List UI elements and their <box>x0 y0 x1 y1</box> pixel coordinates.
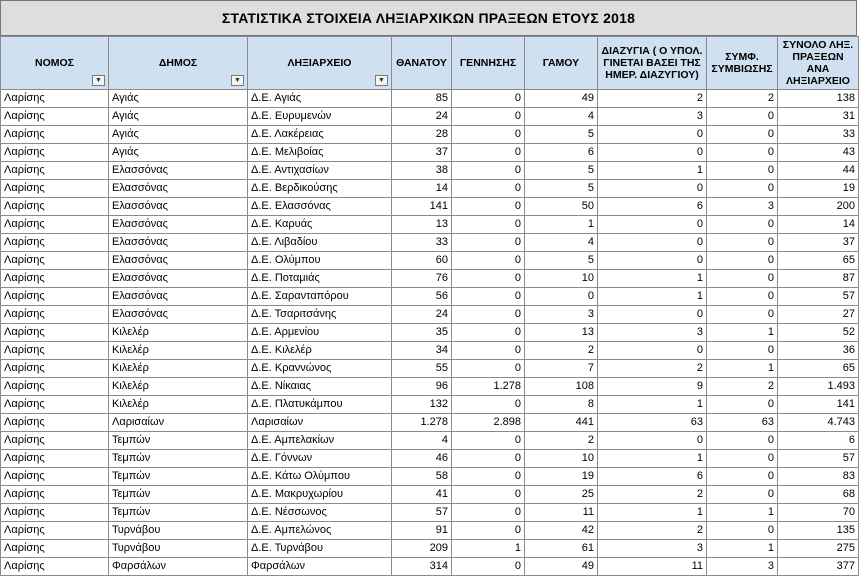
table-row[interactable] <box>1 342 859 360</box>
cell-thanatou[interactable]: 28 <box>392 126 452 144</box>
cell-nomos[interactable]: Λαρίσης <box>1 522 109 540</box>
cell-synolo[interactable]: 68 <box>778 486 859 504</box>
table-row[interactable] <box>1 252 859 270</box>
cell-symviosi[interactable]: 0 <box>707 432 778 450</box>
cell-diazygia[interactable]: 0 <box>598 180 707 198</box>
cell-diazygia[interactable]: 11 <box>598 558 707 576</box>
cell-symviosi[interactable]: 2 <box>707 378 778 396</box>
cell-thanatou[interactable]: 24 <box>392 108 452 126</box>
cell-gamou[interactable]: 6 <box>525 144 598 162</box>
cell-gamou[interactable]: 50 <box>525 198 598 216</box>
cell-symviosi[interactable]: 0 <box>707 450 778 468</box>
cell-lixiarxeio[interactable]: Δ.Ε. Νίκαιας <box>248 378 392 396</box>
cell-thanatou[interactable]: 13 <box>392 216 452 234</box>
cell-lixiarxeio[interactable]: Δ.Ε. Αντιχασίων <box>248 162 392 180</box>
cell-nomos[interactable]: Λαρίσης <box>1 252 109 270</box>
cell-thanatou[interactable]: 91 <box>392 522 452 540</box>
cell-gamou[interactable]: 5 <box>525 252 598 270</box>
cell-thanatou[interactable]: 96 <box>392 378 452 396</box>
table-row[interactable] <box>1 306 859 324</box>
header-row <box>1 37 859 90</box>
cell-symviosi[interactable]: 0 <box>707 486 778 504</box>
cell-synolo[interactable]: 44 <box>778 162 859 180</box>
cell-thanatou[interactable]: 14 <box>392 180 452 198</box>
dropdown-arrow-icon[interactable]: ▼ <box>231 75 244 86</box>
cell-genniseis[interactable]: 0 <box>452 468 525 486</box>
cell-lixiarxeio[interactable]: Λαρισαίων <box>248 414 392 432</box>
cell-synolo[interactable]: 138 <box>778 90 859 108</box>
cell-nomos[interactable]: Λαρίσης <box>1 90 109 108</box>
cell-genniseis[interactable]: 0 <box>452 252 525 270</box>
cell-symviosi[interactable]: 0 <box>707 342 778 360</box>
cell-lixiarxeio[interactable]: Δ.Ε. Νέσσωνος <box>248 504 392 522</box>
cell-gamou[interactable]: 4 <box>525 234 598 252</box>
cell-genniseis[interactable]: 1.278 <box>452 378 525 396</box>
table-row[interactable] <box>1 540 859 558</box>
cell-nomos[interactable]: Λαρίσης <box>1 432 109 450</box>
cell-dimos[interactable]: Φαρσάλων <box>109 558 248 576</box>
cell-thanatou[interactable]: 209 <box>392 540 452 558</box>
column-header-genniseis: ΓΕΝΝΗΣΗΣ <box>452 37 525 90</box>
cell-genniseis[interactable]: 0 <box>452 504 525 522</box>
cell-thanatou[interactable]: 33 <box>392 234 452 252</box>
cell-diazygia[interactable]: 0 <box>598 144 707 162</box>
cell-genniseis[interactable]: 0 <box>452 324 525 342</box>
cell-gamou[interactable]: 4 <box>525 108 598 126</box>
cell-symviosi[interactable]: 0 <box>707 306 778 324</box>
cell-thanatou[interactable]: 38 <box>392 162 452 180</box>
cell-synolo[interactable]: 37 <box>778 234 859 252</box>
cell-synolo[interactable]: 70 <box>778 504 859 522</box>
cell-symviosi[interactable]: 0 <box>707 234 778 252</box>
cell-lixiarxeio[interactable]: Δ.Ε. Καρυάς <box>248 216 392 234</box>
table-row[interactable] <box>1 468 859 486</box>
cell-lixiarxeio[interactable]: Φαρσάλων <box>248 558 392 576</box>
column-header-dimos <box>109 37 248 90</box>
cell-dimos[interactable]: Ελασσόνας <box>109 234 248 252</box>
cell-genniseis[interactable]: 0 <box>452 216 525 234</box>
cell-dimos[interactable]: Ελασσόνας <box>109 306 248 324</box>
cell-genniseis[interactable]: 0 <box>452 522 525 540</box>
cell-gamou[interactable]: 11 <box>525 504 598 522</box>
data-table <box>0 36 859 576</box>
cell-symviosi[interactable]: 0 <box>707 252 778 270</box>
table-row[interactable] <box>1 450 859 468</box>
cell-synolo[interactable]: 14 <box>778 216 859 234</box>
column-header-lixiarxeio <box>248 37 392 90</box>
cell-diazygia[interactable]: 0 <box>598 342 707 360</box>
cell-lixiarxeio[interactable]: Δ.Ε. Αμπελώνος <box>248 522 392 540</box>
cell-nomos[interactable]: Λαρίσης <box>1 558 109 576</box>
cell-gamou[interactable]: 2 <box>525 342 598 360</box>
cell-dimos[interactable]: Ελασσόνας <box>109 270 248 288</box>
cell-genniseis[interactable]: 0 <box>452 144 525 162</box>
cell-nomos[interactable]: Λαρίσης <box>1 144 109 162</box>
cell-gamou[interactable]: 61 <box>525 540 598 558</box>
cell-lixiarxeio[interactable]: Δ.Ε. Λιβαδίου <box>248 234 392 252</box>
cell-genniseis[interactable]: 1 <box>452 540 525 558</box>
cell-thanatou[interactable]: 24 <box>392 306 452 324</box>
sheet-title: ΣΤΑΤΙΣΤΙΚΑ ΣΤΟΙΧΕΙΑ ΛΗΞΙΑΡΧΙΚΩΝ ΠΡΑΞΕΩΝ ΕΤΟΥΣ 2018 <box>0 0 857 36</box>
cell-lixiarxeio[interactable]: Δ.Ε. Αρμενίου <box>248 324 392 342</box>
cell-lixiarxeio[interactable]: Δ.Ε. Ολύμπου <box>248 252 392 270</box>
cell-gamou[interactable]: 42 <box>525 522 598 540</box>
cell-genniseis[interactable]: 0 <box>452 180 525 198</box>
cell-genniseis[interactable]: 2.898 <box>452 414 525 432</box>
cell-dimos[interactable]: Αγιάς <box>109 108 248 126</box>
cell-diazygia[interactable]: 0 <box>598 216 707 234</box>
cell-synolo[interactable]: 65 <box>778 252 859 270</box>
cell-synolo[interactable]: 83 <box>778 468 859 486</box>
cell-dimos[interactable]: Τυρνάβου <box>109 522 248 540</box>
cell-lixiarxeio[interactable]: Δ.Ε. Πλατυκάμπου <box>248 396 392 414</box>
cell-thanatou[interactable]: 141 <box>392 198 452 216</box>
table-row[interactable] <box>1 486 859 504</box>
cell-nomos[interactable]: Λαρίσης <box>1 414 109 432</box>
cell-gamou[interactable]: 5 <box>525 180 598 198</box>
cell-lixiarxeio[interactable]: Δ.Ε. Λακέρειας <box>248 126 392 144</box>
cell-synolo[interactable]: 33 <box>778 126 859 144</box>
cell-thanatou[interactable]: 4 <box>392 432 452 450</box>
cell-genniseis[interactable]: 0 <box>452 432 525 450</box>
cell-diazygia[interactable]: 2 <box>598 522 707 540</box>
cell-thanatou[interactable]: 132 <box>392 396 452 414</box>
cell-thanatou[interactable]: 58 <box>392 468 452 486</box>
cell-diazygia[interactable]: 1 <box>598 504 707 522</box>
cell-gamou[interactable]: 49 <box>525 90 598 108</box>
cell-thanatou[interactable]: 314 <box>392 558 452 576</box>
table-row[interactable] <box>1 288 859 306</box>
cell-genniseis[interactable]: 0 <box>452 126 525 144</box>
table-row[interactable] <box>1 216 859 234</box>
cell-gamou[interactable]: 10 <box>525 270 598 288</box>
cell-symviosi[interactable]: 0 <box>707 288 778 306</box>
cell-nomos[interactable]: Λαρίσης <box>1 216 109 234</box>
cell-symviosi[interactable]: 3 <box>707 558 778 576</box>
cell-symviosi[interactable]: 0 <box>707 270 778 288</box>
cell-dimos[interactable]: Ελασσόνας <box>109 288 248 306</box>
table-row[interactable] <box>1 126 859 144</box>
cell-genniseis[interactable]: 0 <box>452 108 525 126</box>
cell-genniseis[interactable]: 0 <box>452 306 525 324</box>
cell-symviosi[interactable]: 1 <box>707 360 778 378</box>
cell-nomos[interactable]: Λαρίσης <box>1 504 109 522</box>
cell-dimos[interactable]: Τυρνάβου <box>109 540 248 558</box>
table-row[interactable] <box>1 324 859 342</box>
cell-thanatou[interactable]: 35 <box>392 324 452 342</box>
table-row[interactable] <box>1 396 859 414</box>
cell-diazygia[interactable]: 3 <box>598 540 707 558</box>
cell-diazygia[interactable]: 1 <box>598 450 707 468</box>
cell-dimos[interactable]: Κιλελέρ <box>109 396 248 414</box>
cell-dimos[interactable]: Τεμπών <box>109 450 248 468</box>
cell-genniseis[interactable]: 0 <box>452 558 525 576</box>
cell-diazygia[interactable]: 1 <box>598 270 707 288</box>
cell-genniseis[interactable]: 0 <box>452 450 525 468</box>
cell-synolo[interactable]: 52 <box>778 324 859 342</box>
cell-synolo[interactable]: 200 <box>778 198 859 216</box>
cell-genniseis[interactable]: 0 <box>452 360 525 378</box>
cell-symviosi[interactable]: 1 <box>707 324 778 342</box>
cell-dimos[interactable]: Τεμπών <box>109 468 248 486</box>
cell-lixiarxeio[interactable]: Δ.Ε. Ποταμιάς <box>248 270 392 288</box>
cell-synolo[interactable]: 6 <box>778 432 859 450</box>
cell-symviosi[interactable]: 1 <box>707 504 778 522</box>
cell-lixiarxeio[interactable]: Δ.Ε. Σαρανταπόρου <box>248 288 392 306</box>
table-row[interactable] <box>1 90 859 108</box>
cell-genniseis[interactable]: 0 <box>452 198 525 216</box>
table-row[interactable] <box>1 504 859 522</box>
cell-synolo[interactable]: 19 <box>778 180 859 198</box>
cell-thanatou[interactable]: 41 <box>392 486 452 504</box>
cell-dimos[interactable]: Αγιάς <box>109 90 248 108</box>
cell-gamou[interactable]: 8 <box>525 396 598 414</box>
table-row[interactable] <box>1 360 859 378</box>
cell-symviosi[interactable]: 2 <box>707 90 778 108</box>
cell-lixiarxeio[interactable]: Δ.Ε. Ελασσόνας <box>248 198 392 216</box>
cell-synolo[interactable]: 4.743 <box>778 414 859 432</box>
cell-symviosi[interactable]: 0 <box>707 180 778 198</box>
cell-synolo[interactable]: 65 <box>778 360 859 378</box>
column-header-diazygia: ΔΙΑΖΥΓΙΑ ( Ο ΥΠΟΛ. ΓΙΝΕΤΑΙ ΒΑΣΕΙ ΤΗΣ ΗΜΕΡ. ΔΙΑΖΥΓΙΟΥ) <box>598 37 707 90</box>
cell-symviosi[interactable]: 1 <box>707 540 778 558</box>
cell-symviosi[interactable]: 0 <box>707 216 778 234</box>
table-body <box>1 90 859 576</box>
cell-diazygia[interactable]: 1 <box>598 162 707 180</box>
cell-lixiarxeio[interactable]: Δ.Ε. Μελιβοίας <box>248 144 392 162</box>
cell-nomos[interactable]: Λαρίσης <box>1 288 109 306</box>
cell-nomos[interactable]: Λαρίσης <box>1 342 109 360</box>
cell-genniseis[interactable]: 0 <box>452 342 525 360</box>
cell-dimos[interactable]: Ελασσόνας <box>109 180 248 198</box>
cell-gamou[interactable]: 49 <box>525 558 598 576</box>
cell-dimos[interactable]: Ελασσόνας <box>109 216 248 234</box>
cell-nomos[interactable]: Λαρίσης <box>1 360 109 378</box>
cell-nomos[interactable]: Λαρίσης <box>1 108 109 126</box>
cell-symviosi[interactable]: 0 <box>707 522 778 540</box>
table-row[interactable] <box>1 414 859 432</box>
cell-diazygia[interactable]: 2 <box>598 90 707 108</box>
cell-nomos[interactable]: Λαρίσης <box>1 198 109 216</box>
cell-lixiarxeio[interactable]: Δ.Ε. Κραννώνος <box>248 360 392 378</box>
cell-diazygia[interactable]: 0 <box>598 126 707 144</box>
cell-gamou[interactable]: 108 <box>525 378 598 396</box>
cell-synolo[interactable]: 1.493 <box>778 378 859 396</box>
column-header-label: ΝΟΜΟΣ <box>35 57 74 69</box>
cell-dimos[interactable]: Λαρισαίων <box>109 414 248 432</box>
cell-gamou[interactable]: 2 <box>525 432 598 450</box>
cell-lixiarxeio[interactable]: Δ.Ε. Τυρνάβου <box>248 540 392 558</box>
cell-synolo[interactable]: 275 <box>778 540 859 558</box>
cell-nomos[interactable]: Λαρίσης <box>1 180 109 198</box>
cell-thanatou[interactable]: 60 <box>392 252 452 270</box>
cell-nomos[interactable]: Λαρίσης <box>1 396 109 414</box>
column-header-label: ΛΗΞΙΑΡΧΕΙΟ <box>287 57 352 69</box>
cell-synolo[interactable]: 36 <box>778 342 859 360</box>
cell-genniseis[interactable]: 0 <box>452 270 525 288</box>
cell-diazygia[interactable]: 1 <box>598 288 707 306</box>
cell-lixiarxeio[interactable]: Δ.Ε. Κάτω Ολύμπου <box>248 468 392 486</box>
cell-synolo[interactable]: 27 <box>778 306 859 324</box>
cell-gamou[interactable]: 7 <box>525 360 598 378</box>
cell-dimos[interactable]: Κιλελέρ <box>109 324 248 342</box>
cell-lixiarxeio[interactable]: Δ.Ε. Βερδικούσης <box>248 180 392 198</box>
cell-nomos[interactable]: Λαρίσης <box>1 378 109 396</box>
cell-lixiarxeio[interactable]: Δ.Ε. Κιλελέρ <box>248 342 392 360</box>
cell-gamou[interactable]: 441 <box>525 414 598 432</box>
cell-nomos[interactable]: Λαρίσης <box>1 234 109 252</box>
cell-thanatou[interactable]: 37 <box>392 144 452 162</box>
cell-diazygia[interactable]: 63 <box>598 414 707 432</box>
cell-lixiarxeio[interactable]: Δ.Ε. Τσαριτσάνης <box>248 306 392 324</box>
cell-nomos[interactable]: Λαρίσης <box>1 324 109 342</box>
cell-symviosi[interactable]: 0 <box>707 144 778 162</box>
cell-diazygia[interactable]: 9 <box>598 378 707 396</box>
cell-lixiarxeio[interactable]: Δ.Ε. Ευρυμενών <box>248 108 392 126</box>
cell-symviosi[interactable]: 0 <box>707 396 778 414</box>
cell-diazygia[interactable]: 2 <box>598 486 707 504</box>
cell-genniseis[interactable]: 0 <box>452 288 525 306</box>
table-row[interactable] <box>1 144 859 162</box>
cell-synolo[interactable]: 57 <box>778 288 859 306</box>
cell-genniseis[interactable]: 0 <box>452 396 525 414</box>
cell-dimos[interactable]: Ελασσόνας <box>109 252 248 270</box>
cell-synolo[interactable]: 87 <box>778 270 859 288</box>
cell-gamou[interactable]: 3 <box>525 306 598 324</box>
cell-gamou[interactable]: 19 <box>525 468 598 486</box>
cell-dimos[interactable]: Αγιάς <box>109 126 248 144</box>
cell-symviosi[interactable]: 0 <box>707 126 778 144</box>
cell-diazygia[interactable]: 6 <box>598 468 707 486</box>
cell-diazygia[interactable]: 3 <box>598 108 707 126</box>
cell-dimos[interactable]: Κιλελέρ <box>109 378 248 396</box>
cell-nomos[interactable]: Λαρίσης <box>1 486 109 504</box>
cell-nomos[interactable]: Λαρίσης <box>1 468 109 486</box>
cell-dimos[interactable]: Κιλελέρ <box>109 342 248 360</box>
cell-dimos[interactable]: Ελασσόνας <box>109 162 248 180</box>
cell-diazygia[interactable]: 0 <box>598 306 707 324</box>
cell-thanatou[interactable]: 56 <box>392 288 452 306</box>
table-row[interactable] <box>1 270 859 288</box>
column-header-synolo: ΣΥΝΟΛΟ ΛΗΞ. ΠΡΑΞΕΩΝ ΑΝΑ ΛΗΞΙΑΡΧΕΙΟ <box>778 37 859 90</box>
cell-dimos[interactable]: Ελασσόνας <box>109 198 248 216</box>
table-row[interactable] <box>1 162 859 180</box>
cell-thanatou[interactable]: 46 <box>392 450 452 468</box>
cell-gamou[interactable]: 1 <box>525 216 598 234</box>
cell-dimos[interactable]: Αγιάς <box>109 144 248 162</box>
column-header-gamou: ΓΑΜΟΥ <box>525 37 598 90</box>
cell-synolo[interactable]: 43 <box>778 144 859 162</box>
table-row[interactable] <box>1 108 859 126</box>
table-row[interactable] <box>1 522 859 540</box>
cell-symviosi[interactable]: 3 <box>707 198 778 216</box>
cell-genniseis[interactable]: 0 <box>452 234 525 252</box>
cell-nomos[interactable]: Λαρίσης <box>1 450 109 468</box>
cell-diazygia[interactable]: 2 <box>598 360 707 378</box>
cell-synolo[interactable]: 57 <box>778 450 859 468</box>
cell-thanatou[interactable]: 85 <box>392 90 452 108</box>
cell-gamou[interactable]: 0 <box>525 288 598 306</box>
cell-nomos[interactable]: Λαρίσης <box>1 162 109 180</box>
table-row[interactable] <box>1 432 859 450</box>
cell-synolo[interactable]: 135 <box>778 522 859 540</box>
table-row[interactable] <box>1 378 859 396</box>
cell-thanatou[interactable]: 76 <box>392 270 452 288</box>
cell-nomos[interactable]: Λαρίσης <box>1 540 109 558</box>
cell-symviosi[interactable]: 0 <box>707 468 778 486</box>
cell-diazygia[interactable]: 0 <box>598 432 707 450</box>
column-header-label: ΔΗΜΟΣ <box>158 57 198 69</box>
column-header-symviosi: ΣΥΜΦ. ΣΥΜΒΙΩΣΗΣ <box>707 37 778 90</box>
column-header-nomos <box>1 37 109 90</box>
cell-diazygia[interactable]: 6 <box>598 198 707 216</box>
cell-thanatou[interactable]: 34 <box>392 342 452 360</box>
cell-symviosi[interactable]: 63 <box>707 414 778 432</box>
cell-thanatou[interactable]: 57 <box>392 504 452 522</box>
filter-active-icon[interactable]: ▼ <box>92 75 105 86</box>
cell-dimos[interactable]: Κιλελέρ <box>109 360 248 378</box>
cell-diazygia[interactable]: 1 <box>598 396 707 414</box>
cell-dimos[interactable]: Τεμπών <box>109 504 248 522</box>
cell-nomos[interactable]: Λαρίσης <box>1 126 109 144</box>
cell-genniseis[interactable]: 0 <box>452 162 525 180</box>
cell-thanatou[interactable]: 1.278 <box>392 414 452 432</box>
table-row[interactable] <box>1 198 859 216</box>
cell-synolo[interactable]: 31 <box>778 108 859 126</box>
cell-symviosi[interactable]: 0 <box>707 108 778 126</box>
cell-diazygia[interactable]: 0 <box>598 234 707 252</box>
cell-diazygia[interactable]: 0 <box>598 252 707 270</box>
column-header-thanatou: ΘΑΝΑΤΟΥ <box>392 37 452 90</box>
cell-synolo[interactable]: 377 <box>778 558 859 576</box>
cell-lixiarxeio[interactable]: Δ.Ε. Γόννων <box>248 450 392 468</box>
cell-gamou[interactable]: 13 <box>525 324 598 342</box>
cell-dimos[interactable]: Τεμπών <box>109 432 248 450</box>
cell-lixiarxeio[interactable]: Δ.Ε. Μακρυχωρίου <box>248 486 392 504</box>
table-row[interactable] <box>1 558 859 576</box>
cell-lixiarxeio[interactable]: Δ.Ε. Αμπελακίων <box>248 432 392 450</box>
cell-nomos[interactable]: Λαρίσης <box>1 306 109 324</box>
dropdown-arrow-icon[interactable]: ▼ <box>375 75 388 86</box>
cell-gamou[interactable]: 5 <box>525 162 598 180</box>
cell-synolo[interactable]: 141 <box>778 396 859 414</box>
cell-genniseis[interactable]: 0 <box>452 486 525 504</box>
cell-gamou[interactable]: 5 <box>525 126 598 144</box>
table-row[interactable] <box>1 234 859 252</box>
cell-dimos[interactable]: Τεμπών <box>109 486 248 504</box>
cell-gamou[interactable]: 25 <box>525 486 598 504</box>
cell-lixiarxeio[interactable]: Δ.Ε. Αγιάς <box>248 90 392 108</box>
cell-diazygia[interactable]: 3 <box>598 324 707 342</box>
cell-thanatou[interactable]: 55 <box>392 360 452 378</box>
cell-gamou[interactable]: 10 <box>525 450 598 468</box>
cell-symviosi[interactable]: 0 <box>707 162 778 180</box>
cell-nomos[interactable]: Λαρίσης <box>1 270 109 288</box>
cell-genniseis[interactable]: 0 <box>452 90 525 108</box>
table-row[interactable] <box>1 180 859 198</box>
